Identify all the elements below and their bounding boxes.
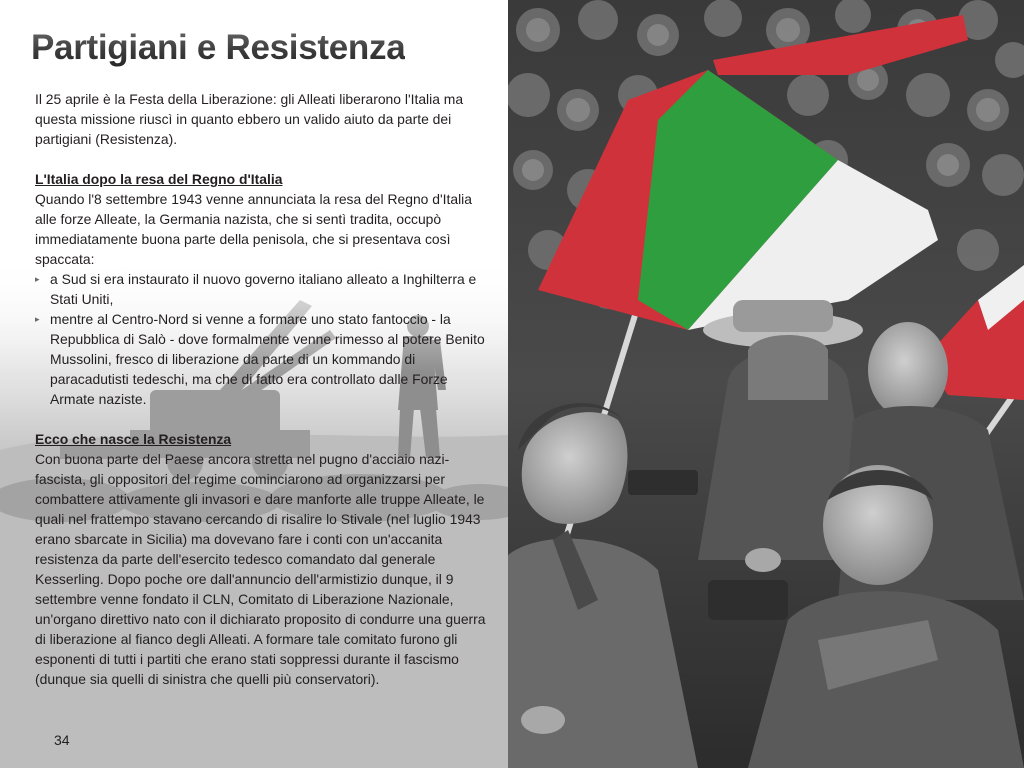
list-item-text: a Sud si era instaurato il nuovo governo italiano alleato a Inghilterra e Stati Uniti, bbox=[50, 271, 477, 307]
bullet-icon: ▸ bbox=[35, 314, 40, 324]
section-heading-resistance: Ecco che nasce la Resistenza bbox=[35, 431, 232, 447]
intro-paragraph: Il 25 aprile è la Festa della Liberazione: gli Alleati liberarono l'Italia ma questa missione riuscì in quanto ebbero un valido aiuto da parte dei partigiani (Resistenza). bbox=[35, 91, 464, 147]
page-number: 34 bbox=[54, 732, 70, 748]
section-paragraph: Con buona parte del Paese ancora stretta nel pugno d'acciaio nazi-fascista, gli oppositori del regime cominciarono ad organizzarsi per combattere attivamente gli invasori e dare manforte alle truppe Alleate, le quali nel frattempo stavano cercando di risalire lo Stivale (nel luglio 1943 erano sbarcate in Sicilia) ma dovevano fare i conti con un'accanita resistenza da parte dell'esercito tedesco comandato dal generale Kesserling. Dopo poche ore dall'annuncio dell'armistizio dunque, il 9 settembre venne fondato il CLN, Comitato di Liberazione Nazionale, un'organo direttivo nato con il dichiarato proposito di condurre una guerra di liberazione al fianco degli Alleati. A formare tale comitato furono gli esponenti di tutti i partiti che erano stati soppressi durante il fascismo (dunque sia quelli di sinistra che quelli più conservatori). bbox=[35, 451, 486, 687]
text-panel bbox=[0, 0, 508, 768]
bullet-list bbox=[35, 269, 487, 409]
bullet-icon: ▸ bbox=[35, 274, 40, 284]
photo-partisans-with-flags bbox=[508, 0, 1024, 768]
page-title: Partigiani e Resistenza bbox=[31, 28, 406, 67]
list-item bbox=[35, 309, 487, 409]
list-item-text: mentre al Centro-Nord si venne a formare uno stato fantoccio - la Repubblica di Salò - dove formalmente venne rimesso al potere Benito Mussolini, fresco di liberazione da parte di un kommando di paracadutisti tedeschi, ma che di fatto era controllato dalle Forze Armate naziste. bbox=[50, 311, 485, 407]
section-paragraph: Quando l'8 settembre 1943 venne annunciata la resa del Regno d'Italia alle forze Alleate, la Germania nazista, che si sentì tradita, occupò immediatamente buona parte della penisola, che si presentava così spaccata: bbox=[35, 191, 472, 267]
list-item bbox=[35, 269, 487, 309]
section-heading-italy-after-surrender: L'Italia dopo la resa del Regno d'Italia bbox=[35, 171, 283, 187]
body-text bbox=[35, 89, 487, 689]
